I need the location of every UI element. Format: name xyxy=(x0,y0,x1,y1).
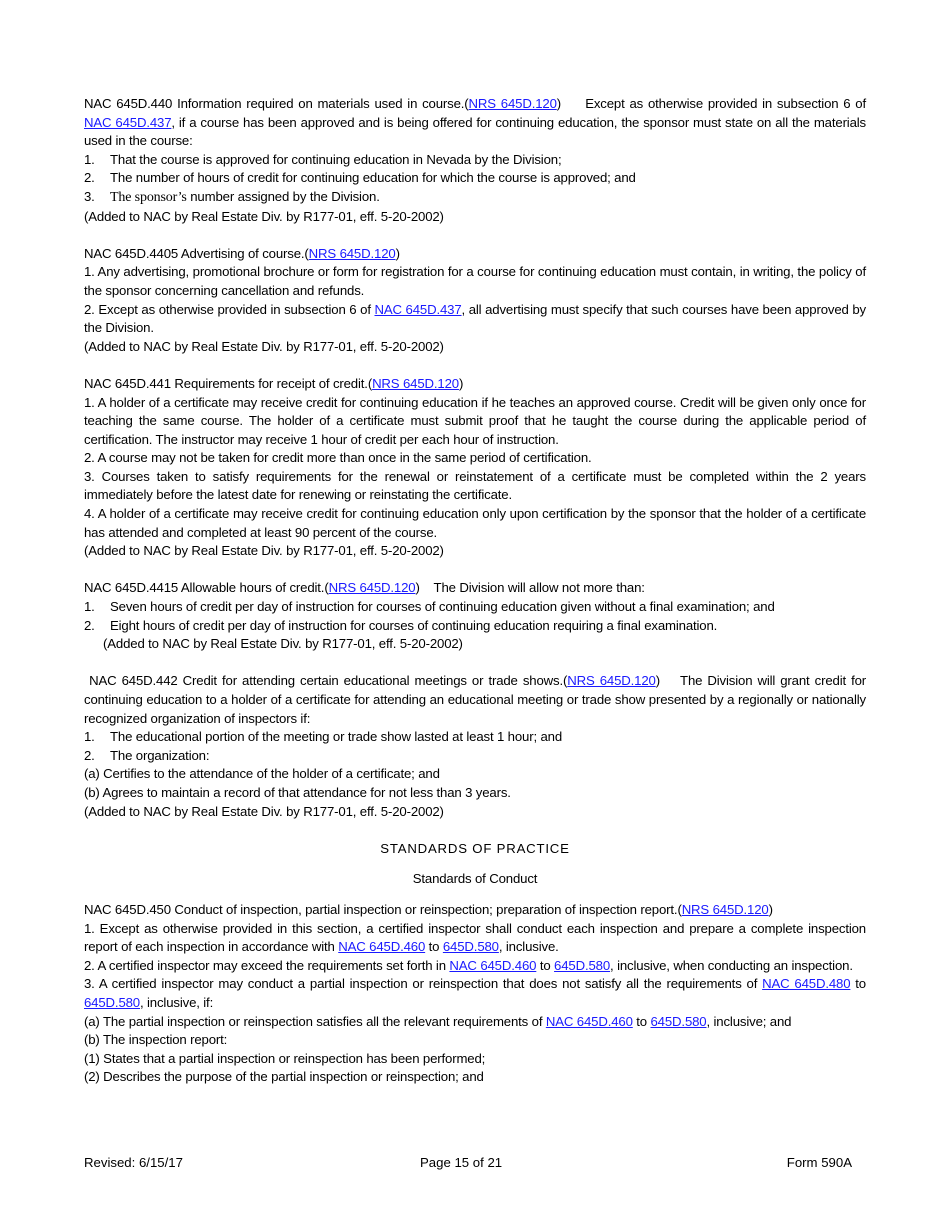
nac-link[interactable]: 645D.580 xyxy=(442,939,499,955)
section-code: NAC 645D.440 xyxy=(84,96,173,111)
list-item: 2. The organization: xyxy=(84,747,210,763)
section-intro: The Division will allow not more than: xyxy=(433,580,645,596)
sub-sub-item: (1) States that a partial inspection or reinspection has been performed; xyxy=(84,1050,486,1066)
section-code: NAC 645D.4405 xyxy=(84,245,179,261)
list-item: 2. Except as otherwise provided in subsection 6 of NAC 645D.437, all advertising must specify that such courses have been approved by the Division. xyxy=(84,301,867,336)
nrs-link[interactable]: NRS 645D.120 xyxy=(372,375,459,391)
section-645d-4405 xyxy=(84,245,866,357)
history-note: (Added to NAC by Real Estate Div. by R177-01, eff. 5-20-2002) xyxy=(103,636,463,652)
page-footer xyxy=(84,1155,852,1173)
sub-sub-item: (2) Describes the purpose of the partial inspection or reinspection; and xyxy=(84,1069,484,1085)
nrs-link[interactable]: NRS 645D.120 xyxy=(567,673,656,689)
revised-date: Revised: 6/15/17 xyxy=(84,1155,183,1170)
nac-link[interactable]: NAC 645D.460 xyxy=(338,939,426,955)
section-intro-cont: , if a course has been approved and is being offered for continuing education, the sponsor must state on all the materials used in the course: xyxy=(84,114,866,149)
document-page xyxy=(84,95,866,1087)
form-number: Form 590A xyxy=(786,1155,852,1170)
nac-link[interactable]: 645D.580 xyxy=(650,1013,707,1029)
section-intro: The Division will grant credit for continuing education to a holder of a certificate for attending an educational meeting or trade show presented by a regionally or nationally recognized organization of inspectors if: xyxy=(84,673,867,726)
section-645d-450 xyxy=(84,901,866,1087)
section-heading: NAC 645D.450 Conduct of inspection, partial inspection or reinspection; preparation of inspection report.(NRS 645D.120) xyxy=(84,901,773,917)
section-heading: NAC 645D.440 Information required on materials used in course.(NRS 645D.120) Except as otherwise provided in subsection 6 of NAC 645D.437, if a course has been approved and is being offered for continuing education, the sponsor must state on all the materials used in the course: xyxy=(84,96,867,149)
section-code: NAC 645D.441 xyxy=(84,375,171,391)
section-intro: Except as otherwise provided in subsection 6 of xyxy=(585,96,867,111)
section-645d-442 xyxy=(84,672,866,821)
nrs-link[interactable]: NRS 645D.120 xyxy=(468,96,557,111)
section-code: NAC 645D.4415 xyxy=(84,580,179,596)
list-item: 3. Courses taken to satisfy requirements for the renewal or reinstatement of a certificate must be completed within the 2 years immediately before the latest date for renewing or reinstating the certificate. xyxy=(84,468,866,503)
list-item: 1. That the course is approved for continuing education in Nevada by the Division; xyxy=(84,151,562,167)
list-item: 3. A certified inspector may conduct a partial inspection or reinspection that does not satisfy all the requirements of NAC 645D.480 to 645D.580, inclusive, if: xyxy=(84,976,866,1010)
part-heading: STANDARDS OF PRACTICE xyxy=(380,840,570,856)
nac-link[interactable]: NAC 645D.437 xyxy=(374,301,462,317)
list-item: 1. A holder of a certificate may receive credit for continuing education if he teaches an approved course. Credit will be given only once for teaching the same course. The holder of a certificate must submit proof that he taught the course during the applicable period of certification. The instructor may receive 1 hour of credit per each hour of instruction. xyxy=(84,394,866,447)
section-645d-4415 xyxy=(84,579,866,653)
history-note: (Added to NAC by Real Estate Div. by R177-01, eff. 5-20-2002) xyxy=(84,543,444,559)
section-heading: NAC 645D.4405 Advertising of course.(NRS 645D.120) xyxy=(84,245,400,261)
list-item: 2. The number of hours of credit for continuing education for which the course is approved; and xyxy=(84,170,636,186)
list-item: 2. A course may not be taken for credit more than once in the same period of certification. xyxy=(84,450,592,466)
section-code: NAC 645D.450 xyxy=(84,901,171,917)
section-code: NAC 645D.442 xyxy=(89,673,178,689)
list-item: 1. Seven hours of credit per day of instruction for courses of continuing education given without a final examination; and xyxy=(84,599,775,615)
section-title: Credit for attending certain educational meetings or trade shows. xyxy=(182,673,563,689)
list-item: 1. Except as otherwise provided in this section, a certified inspector shall conduct each inspection and prepare a complete inspection report of each inspection in accordance with NAC 645D.460 to 645D.580, inclusive. xyxy=(84,920,866,955)
list-item: 2. A certified inspector may exceed the requirements set forth in NAC 645D.460 to 645D.580, inclusive, when conducting an inspection. xyxy=(84,957,853,973)
list-item: 3. The sponsor’s number assigned by the Division. xyxy=(84,188,380,205)
nac-link[interactable]: NAC 645D.480 xyxy=(762,976,851,992)
section-heading: NAC 645D.441 Requirements for receipt of credit.(NRS 645D.120) xyxy=(84,375,464,391)
history-note: (Added to NAC by Real Estate Div. by R177-01, eff. 5-20-2002) xyxy=(84,338,444,354)
section-heading: NAC 645D.4415 Allowable hours of credit.(NRS 645D.120) The Division will allow not more than: xyxy=(84,580,645,596)
sub-item: (b) The inspection report: xyxy=(84,1032,228,1048)
list-item: 1. Any advertising, promotional brochure or form for registration for a course for continuing education must contain, in writing, the policy of the sponsor concerning cancellation and refunds. xyxy=(84,264,866,298)
section-645d-441 xyxy=(84,375,866,561)
sub-item: (a) Certifies to the attendance of the holder of a certificate; and xyxy=(84,766,440,782)
nac-link[interactable]: 645D.580 xyxy=(554,957,611,973)
section-title: Requirements for receipt of credit. xyxy=(174,375,368,391)
list-item: 4. A holder of a certificate may receive credit for continuing education only upon certification by the sponsor that the holder of a certificate has attended and completed at least 90 percent of the course. xyxy=(84,506,866,540)
nrs-link[interactable]: NRS 645D.120 xyxy=(328,580,416,596)
nrs-link[interactable]: NRS 645D.120 xyxy=(681,901,769,917)
nac-link[interactable]: 645D.580 xyxy=(84,994,140,1010)
section-title: Advertising of course. xyxy=(180,245,305,261)
subpart-heading: Standards of Conduct xyxy=(412,871,538,887)
sub-item: (b) Agrees to maintain a record of that attendance for not less than 3 years. xyxy=(84,784,511,800)
nac-link[interactable]: NAC 645D.460 xyxy=(449,957,537,973)
history-note: (Added to NAC by Real Estate Div. by R177-01, eff. 5-20-2002) xyxy=(84,208,444,224)
section-heading: NAC 645D.442 Credit for attending certain educational meetings or trade shows.(NRS 645D.120) The Division will grant credit for continuing education to a holder of a certificate for attending an educational meeting or trade show presented by a regionally or nationally recognized organization of inspectors if: xyxy=(84,673,867,726)
section-645d-440 xyxy=(84,95,866,226)
section-title: Conduct of inspection, partial inspection or reinspection; preparation of inspection report. xyxy=(174,901,678,917)
nrs-link[interactable]: NRS 645D.120 xyxy=(308,245,396,261)
section-title: Allowable hours of credit. xyxy=(180,580,325,596)
list-item: 2. Eight hours of credit per day of instruction for courses of continuing education requiring a final examination. xyxy=(84,617,718,633)
nac-link[interactable]: NAC 645D.460 xyxy=(545,1013,633,1029)
list-item: 1. The educational portion of the meeting or trade show lasted at least 1 hour; and xyxy=(84,729,563,745)
section-title: Information required on materials used in course. xyxy=(177,96,465,111)
sub-item: (a) The partial inspection or reinspection satisfies all the relevant requirements of NAC 645D.460 to 645D.580, inclusive; and xyxy=(84,1013,792,1029)
page-number: Page 15 of 21 xyxy=(420,1155,503,1170)
history-note: (Added to NAC by Real Estate Div. by R177-01, eff. 5-20-2002) xyxy=(84,803,444,819)
nac-link[interactable]: NAC 645D.437 xyxy=(84,114,172,130)
